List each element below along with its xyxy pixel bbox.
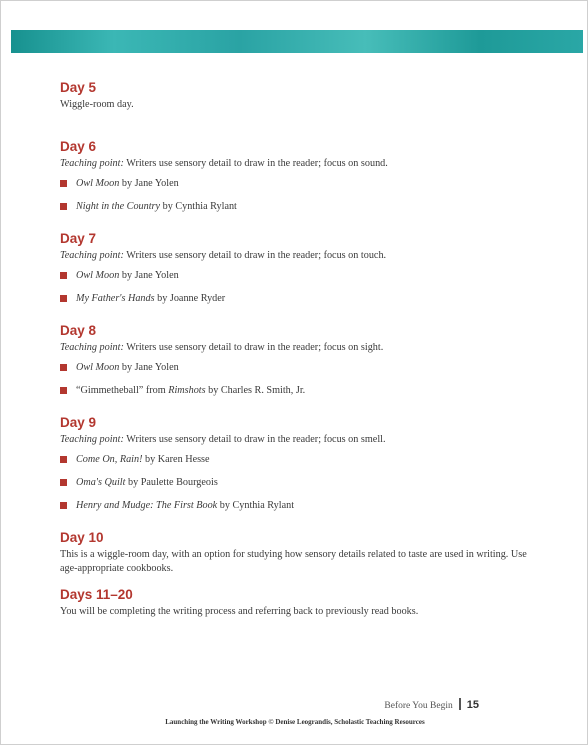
square-bullet-icon <box>60 180 67 187</box>
square-bullet-icon <box>60 295 67 302</box>
book-author: by Paulette Bourgeois <box>125 477 218 488</box>
square-bullet-icon <box>60 502 67 509</box>
book-author: by Joanne Ryder <box>154 293 226 304</box>
section-day-10 <box>60 529 530 576</box>
book-title: Henry and Mudge: The First Book <box>76 500 218 511</box>
day-5-title: Day 5 <box>60 80 97 95</box>
book-title: Rimshots <box>168 385 206 396</box>
list-item <box>60 292 530 305</box>
teaching-point-text: Writers use sensory detail to draw in the reader; focus on sound. <box>123 158 388 169</box>
teaching-point-text: Writers use sensory detail to draw in the reader; focus on touch. <box>123 250 387 261</box>
section-day-9 <box>60 414 530 512</box>
section-day-6 <box>60 138 530 213</box>
teaching-point-label: Teaching point: <box>60 158 124 169</box>
book-title: Owl Moon <box>76 362 120 373</box>
day-5-text: Wiggle-room day. <box>60 99 134 110</box>
square-bullet-icon <box>60 456 67 463</box>
book-author: by Jane Yolen <box>119 270 179 281</box>
day-6-book-list <box>60 177 530 213</box>
day-7-teaching-point <box>60 249 530 263</box>
day-9-teaching-point <box>60 433 530 447</box>
day-8-teaching-point <box>60 341 530 355</box>
square-bullet-icon <box>60 479 67 486</box>
day-6-title: Day 6 <box>60 139 97 154</box>
teaching-point-label: Teaching point: <box>60 250 124 261</box>
book-author: by Jane Yolen <box>119 362 179 373</box>
page-number: 15 <box>466 699 479 711</box>
day-10-text: This is a wiggle-room day, with an option for studying how sensory details related to taste are used in writing. Use age-appropriate cookbooks. <box>60 549 527 574</box>
book-author: by Jane Yolen <box>119 178 179 189</box>
day-9-book-list <box>60 453 530 512</box>
teaching-point-label: Teaching point: <box>60 434 124 445</box>
day-6-teaching-point <box>60 157 530 171</box>
square-bullet-icon <box>60 364 67 371</box>
section-day-8 <box>60 322 530 397</box>
book-title: My Father's Hands <box>76 293 155 304</box>
list-item <box>60 476 530 489</box>
teaching-point-label: Teaching point: <box>60 342 124 353</box>
book-title: Owl Moon <box>76 178 120 189</box>
poem-title: “Gimmetheball” from <box>76 385 169 396</box>
book-title: Oma's Quilt <box>76 477 126 488</box>
list-item <box>60 384 530 397</box>
square-bullet-icon <box>60 203 67 210</box>
day-9-title: Day 9 <box>60 415 97 430</box>
footer-divider <box>459 698 461 710</box>
day-7-book-list <box>60 269 530 305</box>
day-7-title: Day 7 <box>60 231 97 246</box>
book-author: by Cynthia Rylant <box>160 201 237 212</box>
day-8-book-list <box>60 361 530 397</box>
section-day-5 <box>60 79 530 112</box>
list-item <box>60 499 530 512</box>
page-footer <box>384 698 479 711</box>
book-title: Come On, Rain! <box>76 454 143 465</box>
book-title: Owl Moon <box>76 270 120 281</box>
day-10-title: Day 10 <box>60 530 104 545</box>
section-days-11-20 <box>60 586 530 619</box>
book-author: by Cynthia Rylant <box>217 500 295 511</box>
book-title: Night in the Country <box>76 201 161 212</box>
list-item <box>60 200 530 213</box>
teaching-point-text: Writers use sensory detail to draw in the reader; focus on smell. <box>123 434 386 445</box>
footer-section-label: Before You Begin <box>384 701 453 711</box>
list-item <box>60 269 530 282</box>
teaching-point-text: Writers use sensory detail to draw in the reader; focus on sight. <box>123 342 384 353</box>
list-item <box>60 177 530 190</box>
list-item <box>60 361 530 374</box>
days-11-20-title: Days 11–20 <box>60 587 133 602</box>
section-day-7 <box>60 230 530 305</box>
square-bullet-icon <box>60 272 67 279</box>
book-author: by Charles R. Smith, Jr. <box>205 385 306 396</box>
book-author: by Karen Hesse <box>142 454 210 465</box>
copyright-credit: Launching the Writing Workshop © Denise Leograndis, Scholastic Teaching Resources <box>165 718 425 726</box>
day-8-title: Day 8 <box>60 323 97 338</box>
decorative-header-band <box>11 30 583 53</box>
days-11-20-text: You will be completing the writing process and referring back to previously read books. <box>60 606 419 617</box>
square-bullet-icon <box>60 387 67 394</box>
content <box>60 79 530 619</box>
list-item <box>60 453 530 466</box>
